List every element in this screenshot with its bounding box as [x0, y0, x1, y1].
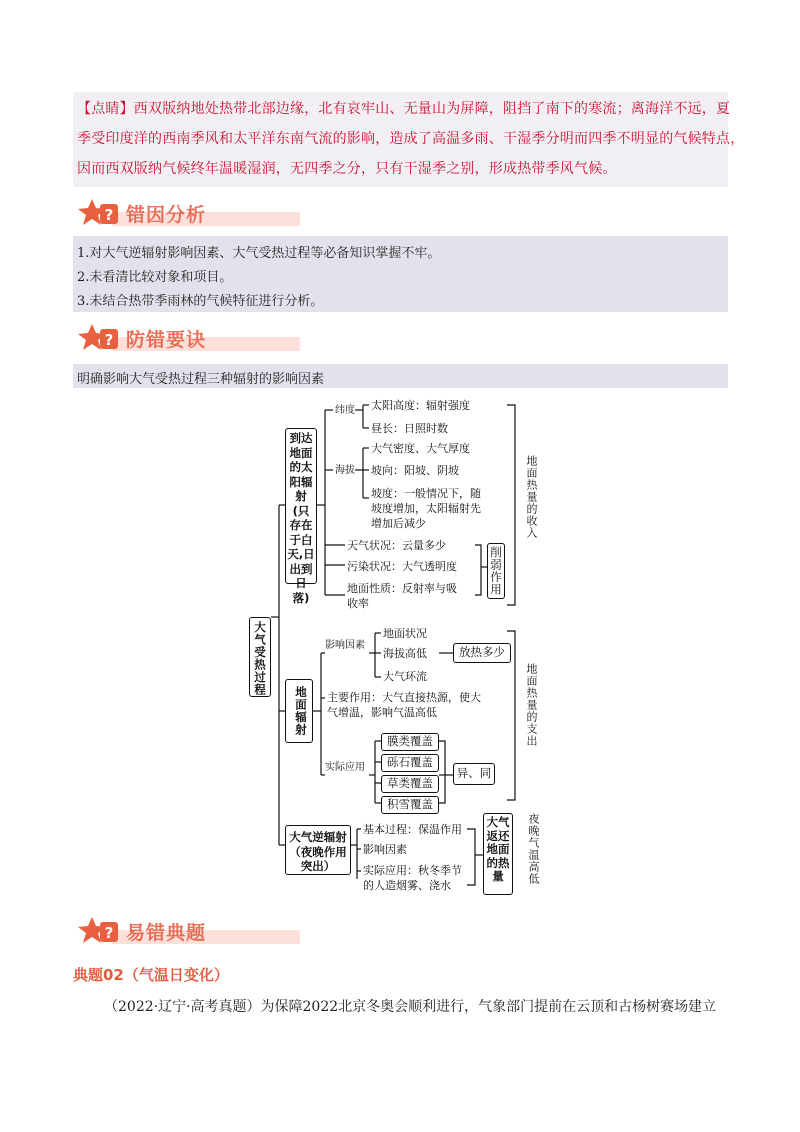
star-question-badge-icon	[78, 323, 124, 353]
svg-text:?: ?	[104, 924, 114, 942]
counter-practice-line: 的人造烟雾、浇水	[363, 879, 451, 892]
practice-tag: 实际应用	[325, 762, 365, 773]
list-item: 1.对大气逆辐射影响因素、大气受热过程等必备知识掌握不牢。	[77, 246, 441, 261]
weather-item: 天气状况：云量多少	[347, 539, 446, 552]
night-temp-label: 夜晚气温高低	[527, 813, 540, 885]
prevention-lead-box	[73, 364, 728, 388]
practice-item: 膜类覆盖	[381, 733, 439, 751]
heat-release-box: 放热多少	[453, 643, 511, 663]
note-line: 【点睛】西双版纳地处热带北部边缘，北有哀牢山、无量山为屏障，阻挡了南下的寒流；离海洋不远，夏	[77, 101, 731, 117]
factor-item: 海拔高低	[383, 647, 427, 660]
note-box	[73, 92, 745, 187]
same-diff-box: 异、同	[453, 763, 495, 785]
solar-radiation-node: 到达地面的太阳辐射(只存在于白天,日出到日落)	[285, 428, 317, 584]
main-effect-line: 主要作用：大气直接热源，使大	[327, 691, 481, 704]
surface-item: 地面性质：反射率与吸	[347, 582, 457, 595]
counter-factor: 影响因素	[363, 843, 407, 856]
svg-text:?: ?	[104, 206, 114, 224]
factor-item: 大气环流	[383, 670, 427, 683]
error-cause-list	[73, 236, 728, 312]
pollution-item: 污染状况：大气透明度	[347, 560, 457, 573]
case-paragraph: （2022·辽宁·高考真题）为保障2022北京冬奥会顺利进行，气象部门提前在云顶和古杨树赛场建立	[104, 999, 717, 1015]
latitude-item: 昼长：日照时数	[371, 422, 448, 435]
weaken-box: 削弱作用	[487, 543, 505, 599]
section-title: 错因分析	[126, 204, 207, 226]
counter-radiation-node: 大气逆辐射（夜晚作用突出）	[285, 825, 351, 875]
ground-radiation-node: 地面辐射	[285, 679, 313, 743]
income-label: 地面热量的收入	[525, 455, 538, 539]
star-question-badge-icon	[78, 916, 124, 946]
list-item: 3.未结合热带季雨林的气候特征进行分析。	[77, 294, 324, 309]
main-effect-line: 气增温，影响气温高低	[327, 706, 437, 719]
factor-tag: 影响因素	[325, 640, 365, 651]
altitude-item: 大气密度、大气厚度	[371, 442, 470, 455]
section-title: 易错典题	[126, 922, 207, 944]
note-line: 因而西双版纳气候终年温暖湿润，无四季之分，只有干湿季之别，形成热带季风气候。	[77, 161, 617, 177]
heating-process-diagram	[245, 395, 545, 900]
practice-item: 草类覆盖	[381, 775, 439, 793]
practice-item: 砾石覆盖	[381, 754, 439, 772]
note-line: 季受印度洋的西南季风和太平洋东南气流的影响，造成了高温多雨、干湿季分明而四季不明显的气候特点，	[77, 131, 745, 147]
root-node: 大气受热过程	[249, 617, 271, 697]
expense-label: 地面热量的支出	[525, 663, 538, 747]
surface-item: 收率	[347, 597, 369, 610]
altitude-tag: 海拔	[335, 465, 355, 476]
case-title: 典题02（气温日变化）	[73, 966, 229, 984]
section-title: 防错要诀	[126, 329, 207, 351]
factor-item: 地面状况	[383, 627, 427, 640]
counter-practice-line: 实际应用：秋冬季节	[363, 864, 462, 877]
list-item: 2.未看清比较对象和项目。	[77, 270, 233, 285]
return-heat-box: 大气返还地面的热量	[483, 813, 513, 895]
svg-text:?: ?	[104, 331, 114, 349]
slope-line: 坡度：一般情况下，随	[371, 487, 481, 500]
altitude-item: 坡向：阳坡、阴坡	[371, 464, 459, 477]
latitude-item: 太阳高度：辐射强度	[371, 399, 470, 412]
practice-item: 积雪覆盖	[381, 796, 439, 814]
slope-line: 增加后减少	[371, 517, 426, 530]
counter-basic: 基本过程：保温作用	[363, 823, 462, 836]
latitude-tag: 纬度	[335, 405, 355, 416]
slope-line: 坡度增加，太阳辐射先	[371, 502, 481, 515]
prevention-lead: 明确影响大气受热过程三种辐射的影响因素	[77, 372, 325, 387]
star-question-badge-icon	[78, 198, 124, 228]
